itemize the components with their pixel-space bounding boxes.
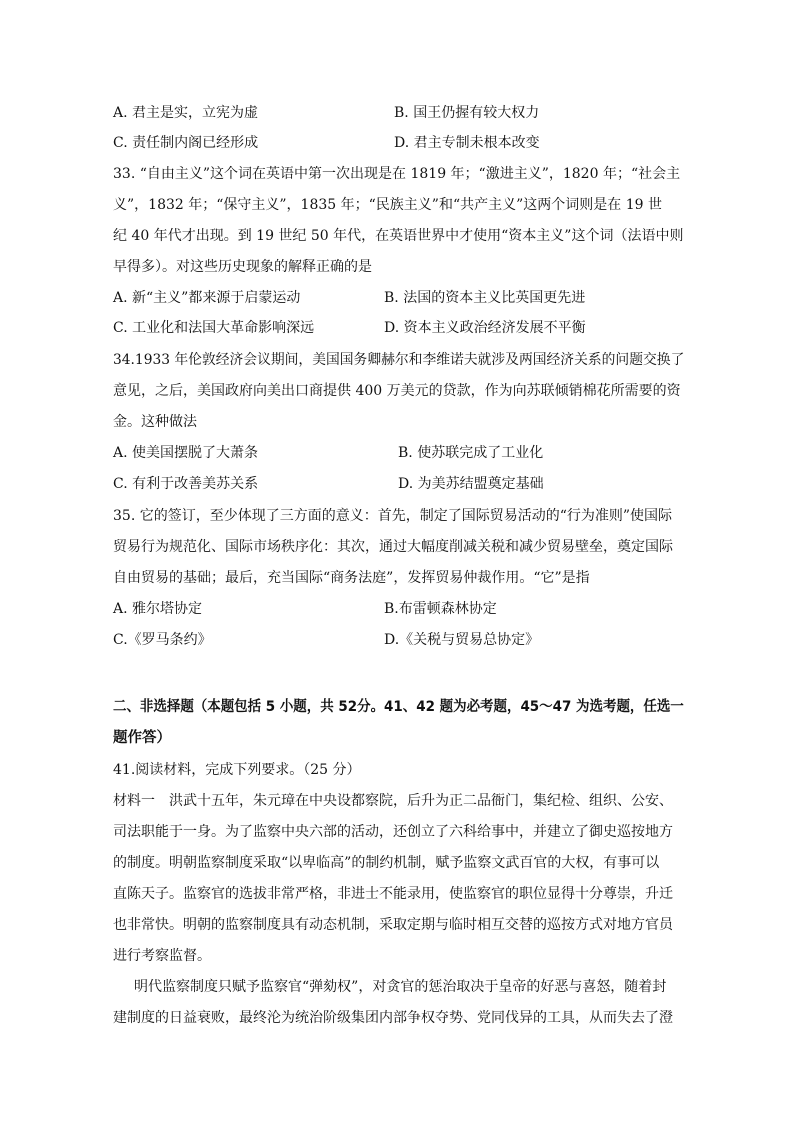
q32-option-b[interactable]: B. 国王仍握有较大权力	[394, 105, 540, 121]
q41-material-line: 司法职能于一身。为了监察中央六部的活动，还创立了六科给事中，并建立了御史巡按地方	[113, 824, 673, 840]
section-heading: 题作答）	[113, 730, 171, 746]
q41-material-line: 直陈天子。监察官的选拔非常严格，非进士不能录用，使监察官的职位显得十分尊崇，升迁	[113, 886, 673, 902]
q41-intro: 41.阅读材料，完成下列要求。（25 分）	[113, 762, 361, 778]
q33-text-line: 纪 40 年代才出现。到 19 世纪 50 年代，在英语世界中才使用“资本主义”这个词（法语中则	[113, 228, 684, 244]
q35-option-a[interactable]: A. 雅尔塔协定	[113, 601, 203, 617]
q33-text-line: 义”，1832 年；“保守主义”，1835 年；“民族主义”和“共产主义”这两个词则是在 19 世	[113, 197, 662, 213]
q41-material-line: 明代监察制度只赋予监察官“弹劾权”，对贪官的惩治取决于皇帝的好恶与喜怒，随着封	[134, 979, 667, 995]
q35-option-b[interactable]: B.布雷顿森林协定	[384, 601, 497, 617]
q33-option-b[interactable]: B. 法国的资本主义比英国更先进	[384, 290, 586, 306]
q33-option-d[interactable]: D. 资本主义政治经济发展不平衡	[384, 320, 586, 336]
q34-option-b[interactable]: B. 使苏联完成了工业化	[398, 445, 544, 461]
q33-text-line: 早得多）。对这些历史现象的解释正确的是	[113, 259, 372, 275]
q33-option-c[interactable]: C. 工业化和法国大革命影响深远	[113, 320, 315, 336]
q35-text-line: 35. 它的签订，至少体现了三方面的意义：首先，制定了国际贸易活动的“行为准则”使国际	[113, 508, 673, 524]
q35-text-line: 贸易行为规范化、国际市场秩序化：其次，通过大幅度削减关税和减少贸易壁垒，奠定国际	[113, 539, 673, 555]
q35-option-d[interactable]: D.《关税与贸易总协定》	[384, 632, 540, 648]
q32-option-c[interactable]: C. 责任制内阁已经形成	[113, 135, 259, 151]
q41-material-line: 材料一 洪武十五年，朱元璋在中央设都察院，后升为正二品衙门，集纪检、组织、公安、	[113, 793, 673, 809]
q35-option-c[interactable]: C.《罗马条约》	[113, 632, 212, 648]
q34-option-a[interactable]: A. 使美国摆脱了大萧条	[113, 445, 259, 461]
q41-material-line: 也非常快。明朝的监察制度具有动态机制，采取定期与临时相互交替的巡按方式对地方官员	[113, 917, 673, 933]
section-heading: 二、非选择题（本题包括 5 小题，共 52分。41、42 题为必考题，45～47 为选考题，任选一	[113, 699, 684, 715]
q33-option-a[interactable]: A. 新“主义”都来源于启蒙运动	[113, 290, 301, 306]
q41-material-line: 进行考察监督。	[113, 948, 211, 964]
q41-material-line: 建制度的日益衰败，最终沦为统治阶级集团内部争权夺势、党同伐异的工具，从而失去了澄	[113, 1010, 673, 1026]
q32-option-a[interactable]: A. 君主是实，立宪为虚	[113, 105, 259, 121]
q41-material-line: 的制度。明朝监察制度采取“以卑临高”的制约机制，赋予监察文武百官的大权，有事可以	[113, 855, 660, 871]
q34-option-c[interactable]: C. 有利于改善美苏关系	[113, 476, 259, 492]
q35-text-line: 自由贸易的基础；最后，充当国际“商务法庭”，发挥贸易仲裁作用。“它”是指	[113, 570, 590, 586]
q34-text-line: 金。这种做法	[113, 414, 197, 430]
q33-text-line: 33. “自由主义”这个词在英语中第一次出现是在 1819 年；“激进主义”，1820 年；“社会主	[113, 166, 681, 182]
q34-option-d[interactable]: D. 为美苏结盟奠定基础	[398, 476, 544, 492]
q34-text-line: 意见，之后，美国政府向美出口商提供 400 万美元的贷款，作为向苏联倾销棉花所需要的资	[113, 383, 681, 399]
q34-text-line: 34.1933 年伦敦经济会议期间，美国国务卿赫尔和李维诺夫就涉及两国经济关系的问题交换了	[113, 352, 685, 368]
q32-option-d[interactable]: D. 君主专制未根本改变	[394, 135, 540, 151]
